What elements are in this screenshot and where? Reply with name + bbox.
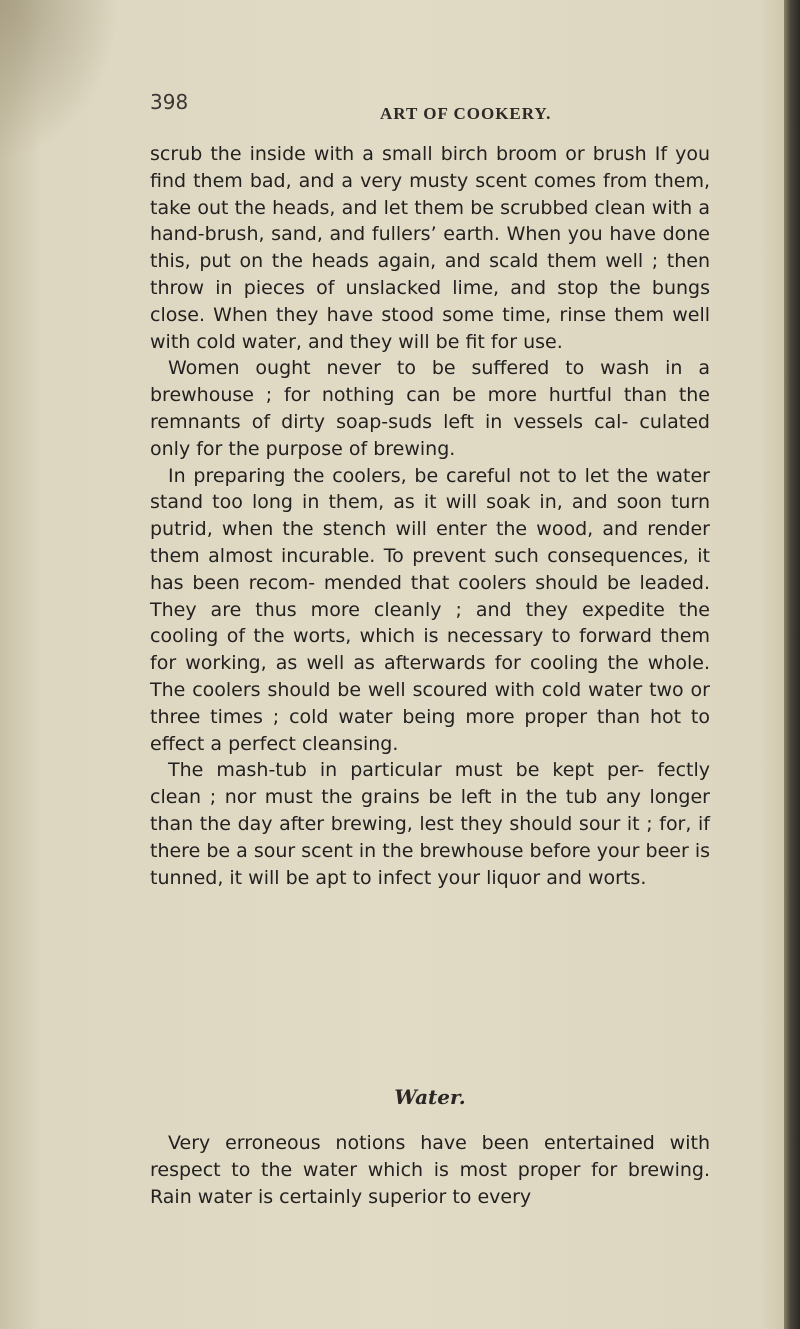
paragraph: The mash-tub in particular must be kept per- fectly clean ; nor must the grains be left in the tub any longer than the day after brewing, lest they should sour it ; for, if there be a sour scent in the brewhouse before your beer is tunned, it will be apt to infect your liquor and worts. — [150, 759, 710, 889]
paragraph: scrub the inside with a small birch broom or brush If you find them bad, and a very musty scent comes from them, take out the heads, and let them be scrubbed clean with a hand-brush, sand, and fullers’ earth. When you have done this, put on the heads again, and scald them well ; then throw in pieces of unslacked lime, and stop the bungs close. When they have stood some time, rinse them well with cold water, and they will be fit for use. — [150, 143, 710, 353]
paper-stain — [0, 0, 120, 160]
page-header — [150, 90, 750, 130]
body-text — [150, 141, 710, 891]
paragraph: In preparing the coolers, be careful not to let the water stand too long in them, as it will soak in, and soon turn putrid, when the stench will enter the wood, and render them almost incurable. To prevent such consequences, it has been recom- mended that coolers should be leaded. They are thus more cleanly ; and they expedite the cooling of the worts, which is necessary to forward them for working, as well as afterwards for cooling the whole. The coolers should be well scoured with cold water two or three times ; cold water being more proper than hot to effect a perfect cleansing. — [150, 464, 710, 755]
running-head: ART OF COOKERY. — [380, 104, 552, 123]
paragraph: Women ought never to be suffered to wash in a brewhouse ; for nothing can be more hurtful than the remnants of dirty soap-suds left in vessels cal- culated only for the purpose of brewing. — [150, 357, 710, 460]
section-heading: Water. — [394, 1085, 466, 1109]
paragraph: Very erroneous notions have been entertained with respect to the water which is most proper for brewing. Rain water is certainly superior to every — [150, 1132, 710, 1208]
page-number: 398 — [150, 90, 189, 114]
section-body — [150, 1130, 710, 1210]
page-edge-shadow — [784, 0, 800, 1329]
